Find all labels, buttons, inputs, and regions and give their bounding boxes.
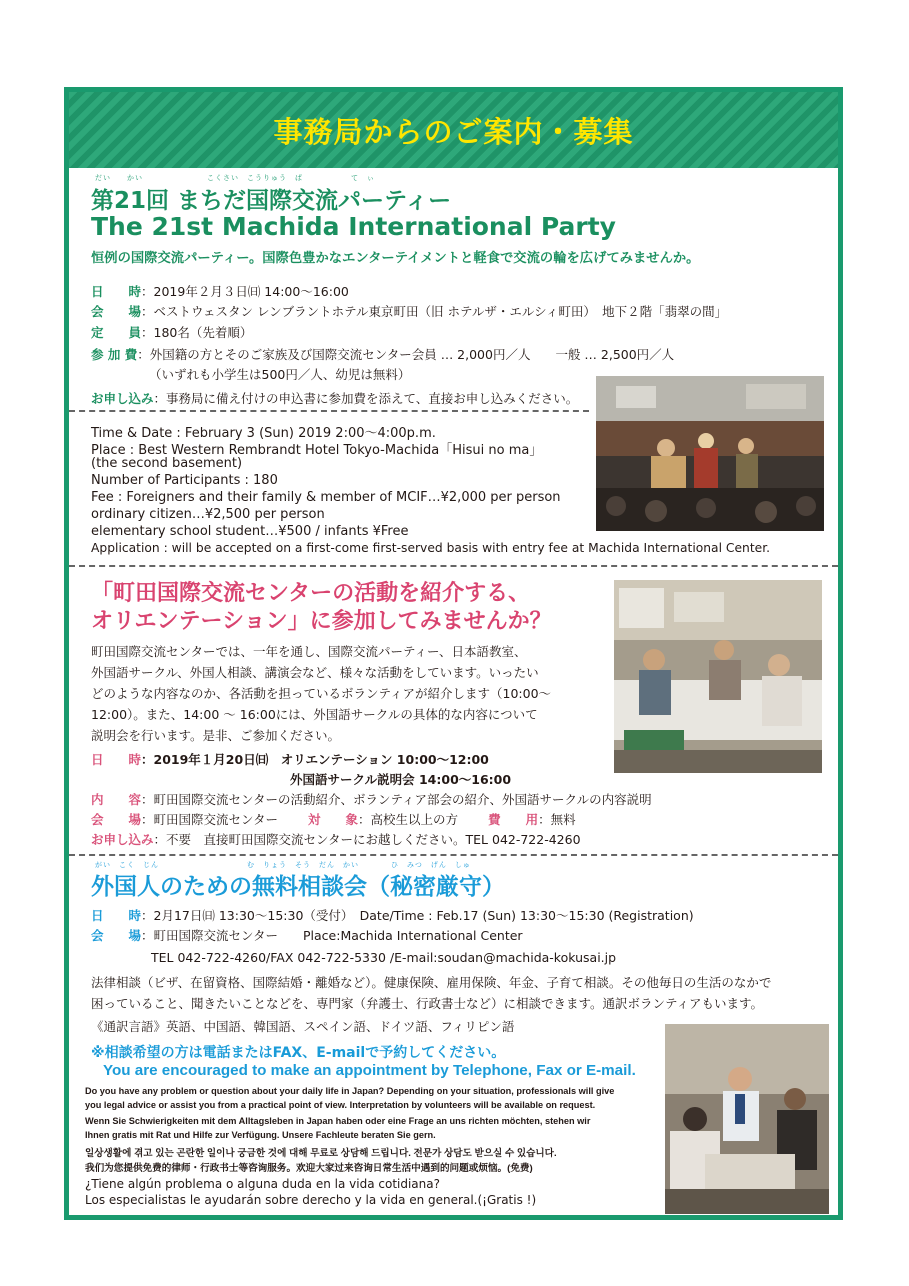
consult-multi-line: 我们为您提供免费的律师・行政书士等咨询服务。欢迎大家过来咨询日常生活中遇到的问题或烦恼。(免费)	[85, 1163, 533, 1174]
party-en-line: elementary school student…¥500 / infants ¥Free	[91, 524, 409, 539]
party-en-line: ordinary citizen…¥2,500 per person	[91, 507, 325, 522]
party-en-line: Application : will be accepted on a first-come first-served basis with entry fee at Machida International Center.	[91, 541, 771, 555]
consult-notice-jp: ※相談希望の方は電話またはFAX、E-mailで予約してください。	[91, 1045, 506, 1061]
party-en-line: Fee : Foreigners and their family & member of MCIF…¥2,000 per person	[91, 490, 561, 505]
divider	[69, 410, 589, 412]
orientation-venue-value: ：町田国際交流センター	[141, 812, 279, 827]
orientation-target-label: 対 象	[308, 812, 359, 827]
consult-body-line: 困っていること、聞きたいことなどを、専門家（弁護士、行政書士など）に相談できます。通訳ボランティアもいます。	[91, 996, 764, 1011]
party-en-line: (the second basement)	[91, 456, 243, 471]
party-capacity-value: ：180名（先着順）	[141, 325, 253, 340]
orientation-target-value: ：高校生以上の方	[358, 812, 459, 827]
header-banner	[69, 92, 838, 168]
party-capacity-label: 定 員	[91, 325, 142, 340]
party-fee-note: （いずれも小学生は500円／人、幼児は無料）	[149, 367, 411, 382]
party-en-line: Place : Best Western Rembrandt Hotel Tokyo-Machida「Hisui no ma」	[91, 443, 543, 458]
orientation-body-line: 町田国際交流センターでは、一年を通し、国際交流パーティー、日本語教室、	[91, 644, 527, 659]
consult-title: 外国人のための無料相談会（秘密厳守）	[91, 874, 505, 900]
party-title-ruby: だい かい こくさい こうりゅう ぱ て ぃ	[95, 174, 375, 182]
orientation-date-value: ：2019年１月20日㈰ オリエンテーション 10:00〜12:00	[141, 752, 489, 767]
orientation-apply-label: お申し込み	[91, 832, 154, 847]
party-venue-label: 会 場	[91, 304, 142, 319]
notice-frame	[64, 87, 843, 1220]
consult-date-value: ：2月17日㈰ 13:30〜15:30（受付） Date/Time : Feb.17 (Sun) 13:30〜15:30 (Registration)	[141, 908, 694, 923]
consult-body-line: 法律相談（ビザ、在留資格、国際結婚・離婚など）。健康保険、雇用保険、年金、子育て相談。その他毎日の生活のなかで	[91, 975, 772, 990]
consult-body-line: 《通訳言語》英語、中国語、韓国語、スペイン語、ドイツ語、フィリピン語	[91, 1019, 515, 1034]
consult-title-ruby: がい こく じん む りょう そう だん かい ひ みつ げん しゅ	[95, 861, 471, 869]
consult-photo	[665, 1024, 829, 1214]
party-date-value: ：2019年２月３日㈰ 14:00〜16:00	[141, 284, 349, 299]
consult-contact: TEL 042-722-4260/FAX 042-722-5330 /E-mail:soudan@machida-kokusai.jp	[151, 950, 617, 965]
party-fee-value: ：外国籍の方とそのご家族及び国際交流センター会員 … 2,000円／人 一般 … 2,500円／人	[137, 347, 675, 362]
orientation-fee-label: 費 用	[488, 812, 539, 827]
party-photo	[596, 376, 824, 531]
consult-venue-value: ：町田国際交流センター Place:Machida International Center	[141, 928, 523, 943]
consult-multi-line: Wenn Sie Schwierigkeiten mit dem Alltagsleben in Japan haben oder eine Frage an uns richten möchten, stehen wir	[85, 1116, 591, 1126]
orientation-date-label: 日 時	[91, 752, 142, 767]
orientation-date-value-2: 外国語サークル説明会 14:00〜16:00	[290, 772, 512, 787]
party-apply-value: ：事務局に備え付けの申込書に参加費を添えて、直接お申し込みください。	[153, 391, 579, 406]
orientation-body-line: 外国語サークル、外国人相談、講演会など、様々な活動をしています。いったい	[91, 665, 539, 680]
consult-date-label: 日 時	[91, 908, 142, 923]
party-en-line: Number of Participants : 180	[91, 473, 278, 488]
orientation-body-line: 12:00）。また、14:00 〜 16:00には、外国語サークルの具体的な内容について	[91, 707, 538, 722]
orientation-venue-label: 会 場	[91, 812, 142, 827]
divider	[69, 565, 838, 567]
consult-multi-line: Ihnen gratis mit Rat und Hilfe zur Verfügung. Unsere Fachleute beraten Sie gern.	[85, 1130, 436, 1140]
orientation-title-2: オリエンテーション」に参加してみませんか？	[91, 609, 552, 634]
party-subtitle: 恒例の国際交流パーティー。国際色豊かなエンターテイメントと軽食で交流の輪を広げてみませんか。	[91, 251, 700, 266]
divider	[69, 854, 838, 856]
consult-notice-en: You are encouraged to make an appointment by Telephone, Fax or E-mail.	[103, 1062, 636, 1079]
party-apply-label: お申し込み	[91, 391, 154, 406]
orientation-content-value: ：町田国際交流センターの活動紹介、ボランティア部会の紹介、外国語サークルの内容説明	[141, 792, 652, 807]
party-en-line: Time & Date : February 3 (Sun) 2019 2:00〜4:00p.m.	[91, 426, 436, 441]
orientation-body-line: 説明会を行います。是非、ご参加ください。	[91, 728, 341, 743]
party-title-jp: 第21回 まちだ国際交流パーティー	[91, 188, 452, 214]
orientation-photo	[614, 580, 822, 773]
party-fee-label: 参 加 費	[91, 347, 138, 362]
consult-multi-line: Los especialistas le ayudarán sobre derecho y la vida en general.(¡Gratis !)	[85, 1193, 537, 1207]
orientation-content-label: 内 容	[91, 792, 142, 807]
party-date-label: 日 時	[91, 284, 142, 299]
consult-venue-label: 会 場	[91, 928, 142, 943]
orientation-fee-value: ：無料	[538, 812, 576, 827]
consult-multi-line: ¿Tiene algún problema o alguna duda en la vida cotidiana?	[85, 1177, 440, 1191]
banner-title: 事務局からのご案内・募集	[273, 114, 634, 149]
orientation-body-line: どのような内容なのか、各活動を担っているボランティアが紹介します（10:00〜	[91, 686, 552, 701]
consult-multi-line: 일상생활에 겪고 있는 곤란한 일이나 궁금한 것에 대해 무료로 상담해 드립니다. 전문가 상담도 받으실 수 있습니다.	[85, 1148, 557, 1159]
consult-multi-line: Do you have any problem or question about your daily life in Japan? Depending on your situation, professionals will give	[85, 1086, 615, 1096]
orientation-apply-value: ：不要 直接町田国際交流センターにお越しください。TEL 042-722-4260	[153, 832, 581, 847]
party-title-en: The 21st Machida International Party	[91, 212, 616, 241]
orientation-title-1: 「町田国際交流センターの活動を紹介する、	[91, 581, 531, 606]
party-venue-value: ：ベストウェスタン レンブラントホテル東京町田（旧 ホテルザ・エルシィ町田） 地下２階「翡翠の間」	[141, 304, 728, 319]
consult-multi-line: you legal advice or assist you from a practical point of view. Interpretation by volunteers will be available on request.	[85, 1100, 596, 1110]
